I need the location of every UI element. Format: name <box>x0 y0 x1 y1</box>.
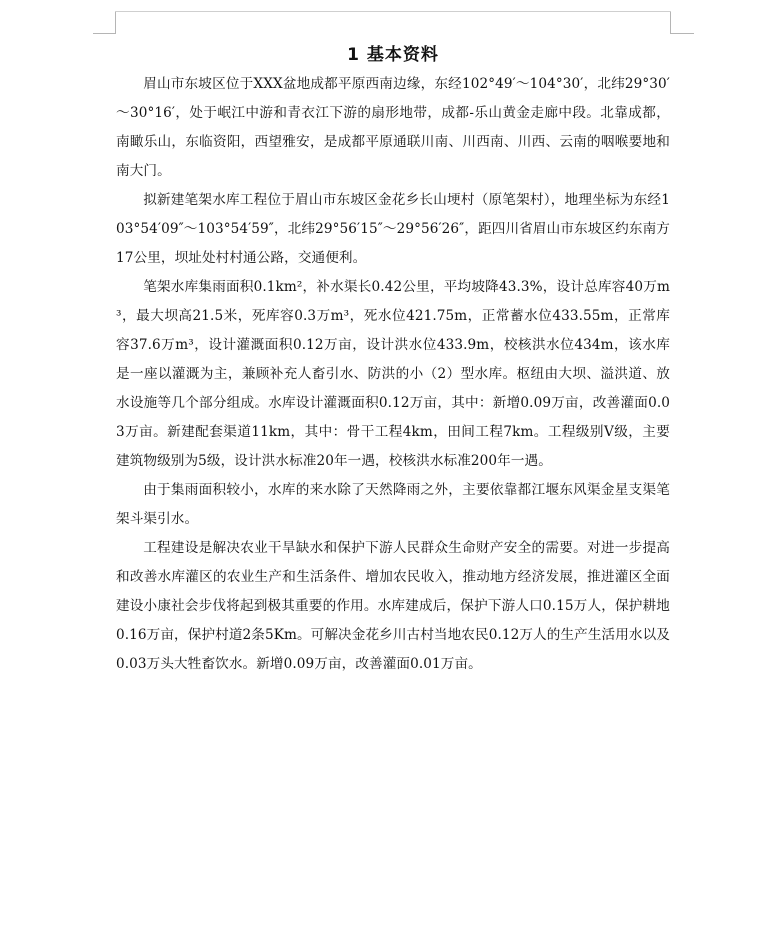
margin-mark-top-right <box>670 33 694 34</box>
margin-mark-top-right-vertical <box>670 12 671 34</box>
section-heading: 1 基本资料 <box>347 45 439 65</box>
document-body[interactable] <box>116 40 670 679</box>
paragraph-water-source: 由于集雨面积较小，水库的来水除了天然降雨之外，主要依靠都江堰东风渠金星支渠笔架斗渠引水。 <box>116 482 670 527</box>
paragraph-reservoir-specs: 笔架水库集雨面积0.1km²，补水渠长0.42公里，平均坡降43.3%，设计总库容40万m³，最大坝高21.5米，死库容0.3万m³，死水位421.75m，正常蓄水位433.55m，正常库容37.6万m³，设计灌溉面积0.12万亩，设计洪水位433.9m，校核洪水位434m，该水库是一座以灌溉为主，兼顾补充人畜引水、防洪的小（2）型水库。枢纽由大坝、溢洪道、放水设施等几个部分组成。水库设计灌溉面积0.12万亩，其中：新增0.09万亩，改善灌面0.03万亩。新建配套渠道11km，其中：骨干工程4km，田间工程7km。工程级别Ⅴ级，主要建筑物级别为5级，设计洪水标准20年一遇，校核洪水标准200年一遇。 <box>116 279 670 469</box>
margin-mark-top-left-vertical <box>115 12 116 34</box>
page-top-edge <box>115 11 671 12</box>
margin-mark-top-left <box>93 33 116 34</box>
paragraph-project-benefits: 工程建设是解决农业干旱缺水和保护下游人民群众生命财产安全的需要。对进一步提高和改善水库灌区的农业生产和生活条件、增加农民收入，推动地方经济发展，推进灌区全面建设小康社会步伐将起到极其重要的作用。水库建成后，保护下游人口0.15万人，保护耕地0.16万亩，保护村道2条5Km。可解决金花乡川古村当地农民0.12万人的生产生活用水以及0.03万头大牲畜饮水。新增0.09万亩，改善灌面0.01万亩。 <box>116 540 670 672</box>
paragraph-location: 眉山市东坡区位于XXX盆地成都平原西南边缘，东经102°49′～104°30′，北纬29°30′～30°16′，处于岷江中游和青衣江下游的扇形地带，成都-乐山黄金走廊中段。北靠成都，南瞰乐山，东临资阳，西望雅安，是成都平原通联川南、川西南、川西、云南的咽喉要地和南大门。 <box>116 76 670 179</box>
paragraph-project-site: 拟新建笔架水库工程位于眉山市东坡区金花乡长山埂村（原笔架村），地理坐标为东经103°54′09″～103°54′59″，北纬29°56′15″～29°56′26″，距四川省眉山市东坡区约东南方17公里，坝址处村村通公路，交通便利。 <box>116 192 670 266</box>
